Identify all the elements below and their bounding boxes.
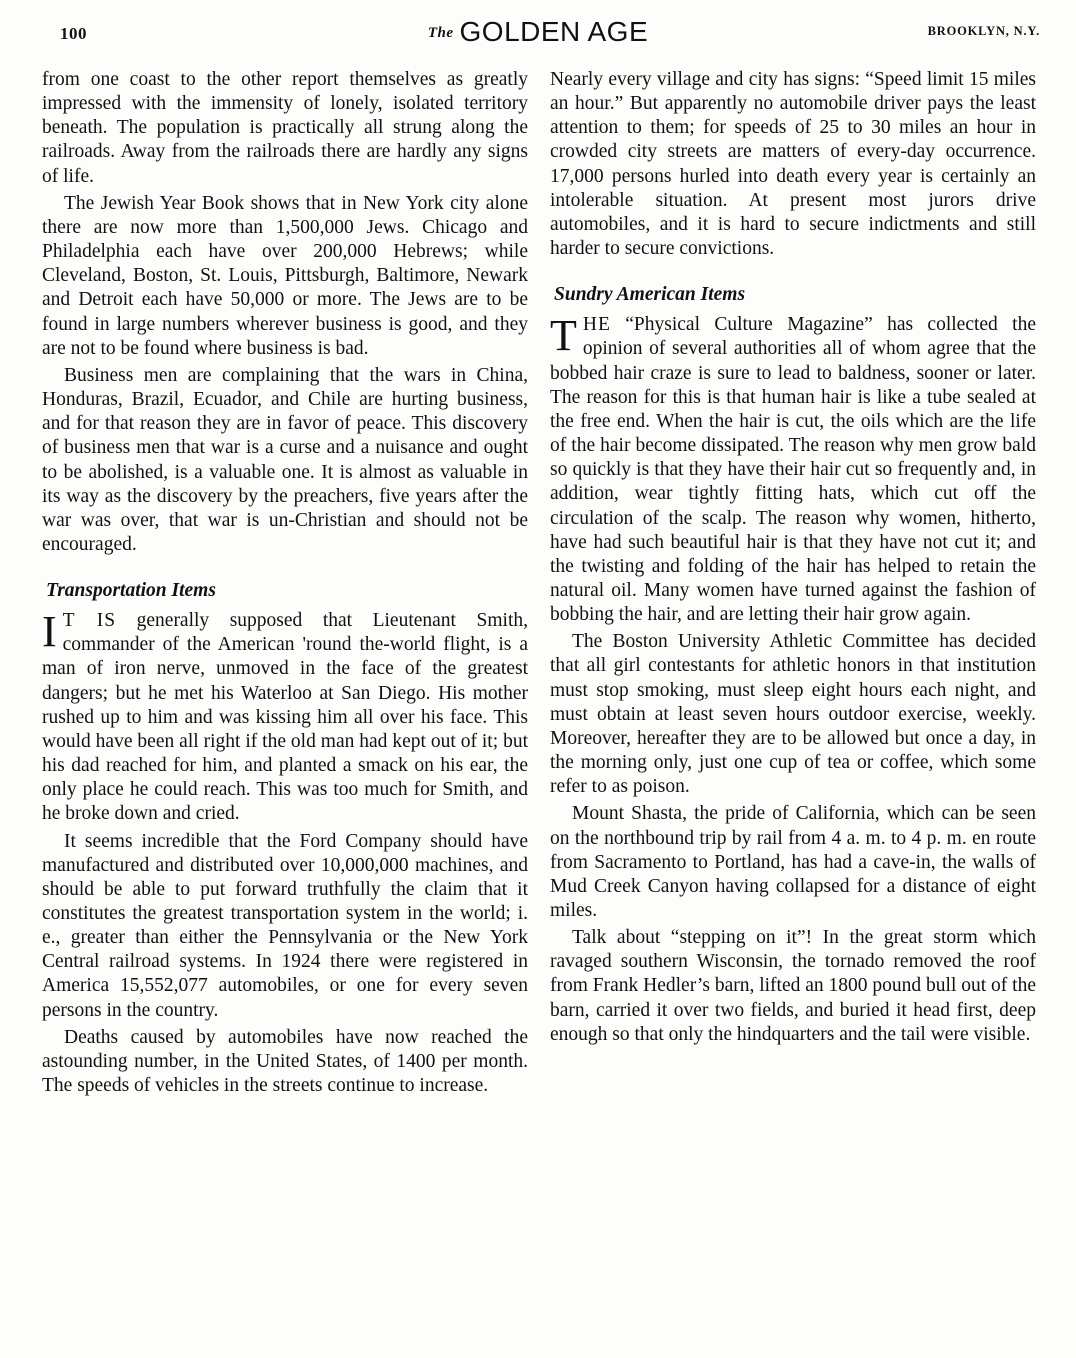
masthead-article: The — [427, 25, 454, 41]
masthead — [0, 16, 1076, 48]
article-paragraph: Talk about “stepping on it”! In the great storm which ravaged southern Wisconsin, the tornado removed the roof from Frank Hedler’s barn, lifted an 1800 pound bull out of the barn, carried it over two fields, and buried it head first, deep enough so that only the hindquarters and the tail were visible. — [550, 927, 1036, 1045]
lead-text: generally supposed that Lieutenant Smith, commander of the American 'round the-world flight, is a man of iron nerve, unmoved in the face of the greatest dangers; but he met his Waterloo at San Diego. His mother rushed up to him and was kissing him all over his face. This would have been all right if the old man had kept out of it; but his dad reached for him, and planted a smack on his ear, the only place he could reach. This was too much for Smith, and he broke down and cried. — [42, 610, 528, 825]
section-lead-paragraph — [550, 313, 1036, 627]
article-paragraph: The Boston University Athletic Committee has decided that all girl contestants for athletic honors in that institution must stop smoking, must sleep eight hours each night, and must obtain at least seven hours outdoor exercise, weekly. Moreover, hereafter they are to be allowed but once a day, in the morning only, just one cup of tea or coffee, which some refer to as poison. — [550, 631, 1036, 798]
left-column — [42, 68, 528, 1101]
article-paragraph: Deaths caused by automobiles have now reached the astounding number, in the United States, of 1400 per month. The speeds of vehicles in the streets continue to increase. — [42, 1026, 528, 1097]
article-paragraph: Mount Shasta, the pride of California, which can be seen on the northbound trip by rail from 4 a. m. to 4 p. m. en route from Sacramento to Portland, has had a cave-in, the walls of Mud Creek Canyon having collapsed for a distance of eight miles. — [550, 803, 1036, 921]
article-paragraph: It seems incredible that the Ford Company should have manufactured and distributed over 10,000,000 machines, and should be able to put forward truthfully the claim that it constitutes the greatest transportation system in the world; i. e., greater than either the Pennsylvania or the New York Central railroad systems. In 1924 there were registered in America 15,552,077 automobiles, or one for every seven persons in the country. — [42, 830, 528, 1021]
article-paragraph: from one coast to the other report themselves as greatly impressed with the immensity of lonely, isolated territory beneath. The population is practically all strung along the railroads. Away from the railroads there are hardly any signs of life. — [42, 69, 528, 187]
right-column — [550, 68, 1036, 1050]
article-paragraph: Nearly every village and city has signs: “Speed limit 15 miles an hour.” But apparently no automobile driver pays the least attention to them; for speeds of 25 to 30 miles an hour in crowded city streets are matters of every-day occurrence. 17,000 persons hurled into death every year is certainly an intolerable situation. At present most jurors drive automobiles, and it is hard to secure indictments and still harder to secure convictions. — [550, 69, 1036, 260]
running-header — [0, 14, 1076, 58]
article-paragraph: The Jewish Year Book shows that in New York city alone there are now more than 1,500,000 Jews. Chicago and Philadelphia each have over 200,000 Hebrews; while Cleveland, Boston, St. Louis, Pittsburgh, Baltimore, Newark and Detroit each have 50,000 or more. The Jews are to be found in large numbers wherever business is good, and they are not to be found where business is bad. — [42, 192, 528, 359]
drop-cap: T — [550, 311, 577, 361]
masthead-title: GOLDEN AGE — [459, 16, 649, 47]
publication-location: BROOKLYN, N.Y. — [927, 24, 1040, 38]
drop-cap: I — [42, 607, 57, 657]
section-lead-paragraph — [42, 609, 528, 826]
page-number: 100 — [60, 24, 87, 43]
section-heading-sundry: Sundry American Items — [554, 284, 746, 306]
lead-caps: HE — [582, 314, 611, 336]
article-paragraph: Business men are complaining that the wars in China, Honduras, Brazil, Ecuador, and Chile are hurting business, and for that reason they are in favor of peace. This discovery of business men that war is a curse and a nuisance and ought to be abolished, is a valuable one. It is almost as valuable in its way as the discovery by the preachers, five years after the war was over, that war is un-Christian and should not be encouraged. — [42, 364, 528, 555]
section-heading-transportation: Transportation Items — [46, 580, 216, 602]
lead-text: “Physical Culture Magazine” has collected the opinion of several authorities all of whom agree that the bobbed hair craze is sure to lead to baldness, sooner or later. The reason for this is that human hair is like a tube sealed at the free end. When the hair is cut, the oils which are the life of the hair become dissipated. The reason why men grow bald so quickly is that they have their hair cut so frequently and, in addition, wear tightly fitting hats, which cut off the circulation of the scalp. The reason why women, hitherto, have had such beautiful hair is that they have not cut it; and the twisting and folding of the hair has helped to retain the natural oil. Many women have turned against the fashion of bobbing the hair, and are letting their hair grow again. — [550, 314, 1036, 626]
lead-caps: T IS — [62, 610, 117, 632]
